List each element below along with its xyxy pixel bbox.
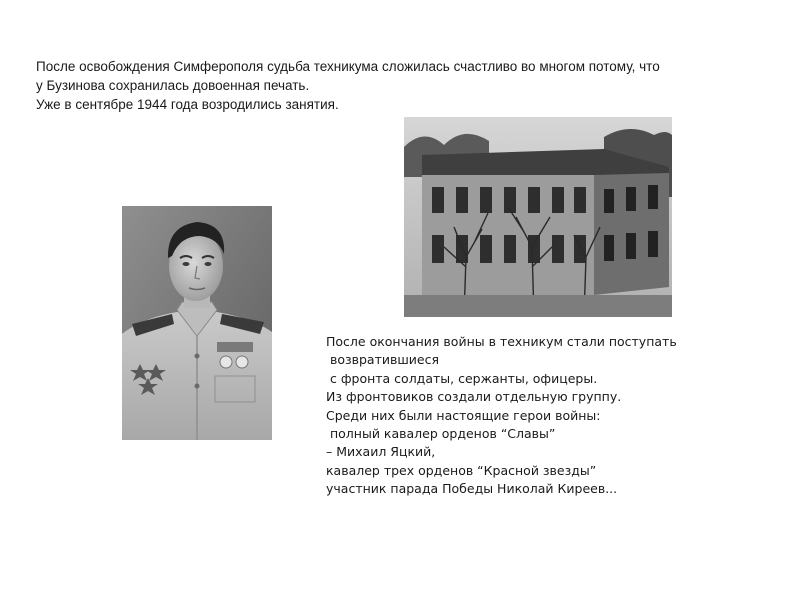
intro-text [36, 57, 776, 114]
intro-line-2: у Бузинова сохранилась довоенная печать. [36, 78, 310, 93]
portrait-photo [122, 206, 272, 440]
caption-line: кавалер трех орденов “Красной звезды” [326, 462, 597, 478]
caption-line: – Михаил Яцкий, [326, 444, 436, 460]
caption-line: возвратившиеся [326, 352, 440, 368]
caption-line: полный кавалер орденов “Славы” [326, 426, 556, 442]
caption-text [326, 333, 766, 499]
caption-line: Из фронтовиков создали отдельную группу. [326, 389, 622, 405]
caption-line: После окончания войны в техникум стали поступать [326, 334, 677, 349]
intro-line-1: После освобождения Симферополя судьба техникума сложилась счастливо во многом потому, что [36, 59, 660, 74]
caption-line: участник парада Победы Николай Киреев... [326, 481, 618, 497]
building-photo [404, 117, 672, 317]
intro-line-3: Уже в сентябре 1944 года возродились занятия. [36, 97, 339, 112]
caption-line: с фронта солдаты, сержанты, офицеры. [326, 370, 598, 386]
caption-line: Среди них были настоящие герои войны: [326, 407, 601, 423]
